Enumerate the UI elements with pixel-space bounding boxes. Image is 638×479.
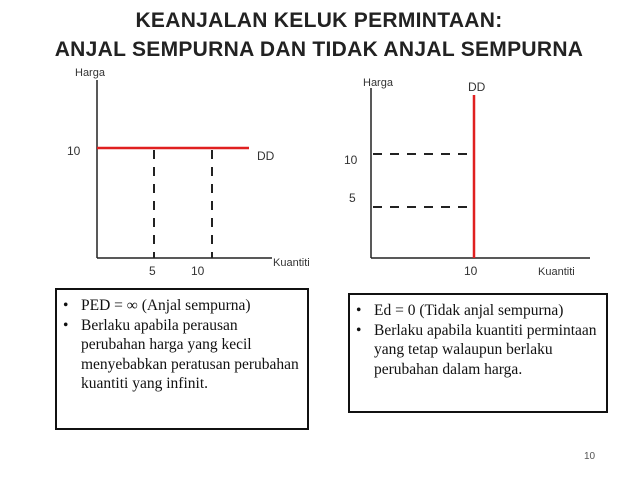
right-quantity-tick-10: 10 (464, 264, 478, 278)
elastic-note-1: • PED = ∞ (Anjal sempurna) (61, 296, 303, 316)
inelastic-note-1: • Ed = 0 (Tidak anjal sempurna) (354, 301, 602, 321)
slide-title-line-1: KEANJALAN KELUK PERMINTAAN: (135, 9, 503, 32)
right-y-axis-label: Harga (363, 77, 393, 89)
left-price-tick: 10 (67, 144, 81, 158)
slide-title-line-2: ANJAL SEMPURNA DAN TIDAK ANJAL SEMPURNA (54, 38, 584, 61)
inelastic-notes-box (348, 293, 608, 413)
inelastic-note-2: • Berlaku apabila kuantiti permintaan yang tetap walaupun berlaku perubahan dalam harga. (354, 321, 602, 380)
left-curve-label: DD (257, 149, 275, 163)
left-x-axis-label: Kuantiti (273, 257, 310, 269)
right-price-tick-5: 5 (349, 191, 356, 205)
right-price-tick-10: 10 (344, 153, 358, 167)
right-x-axis-label: Kuantiti (538, 266, 575, 278)
right-curve-label: DD (468, 80, 486, 94)
elastic-note-2: • Berlaku apabila perausan perubahan harga yang kecil menyebabkan peratusan perubahan kuantiti yang infinit. (61, 316, 303, 394)
page-number: 10 (584, 451, 596, 462)
left-diagram (67, 67, 310, 278)
elastic-notes-box (55, 288, 309, 430)
right-diagram (344, 77, 590, 278)
left-y-axis-label: Harga (75, 67, 105, 79)
left-quantity-tick-10: 10 (191, 264, 205, 278)
left-quantity-tick-5: 5 (149, 264, 156, 278)
